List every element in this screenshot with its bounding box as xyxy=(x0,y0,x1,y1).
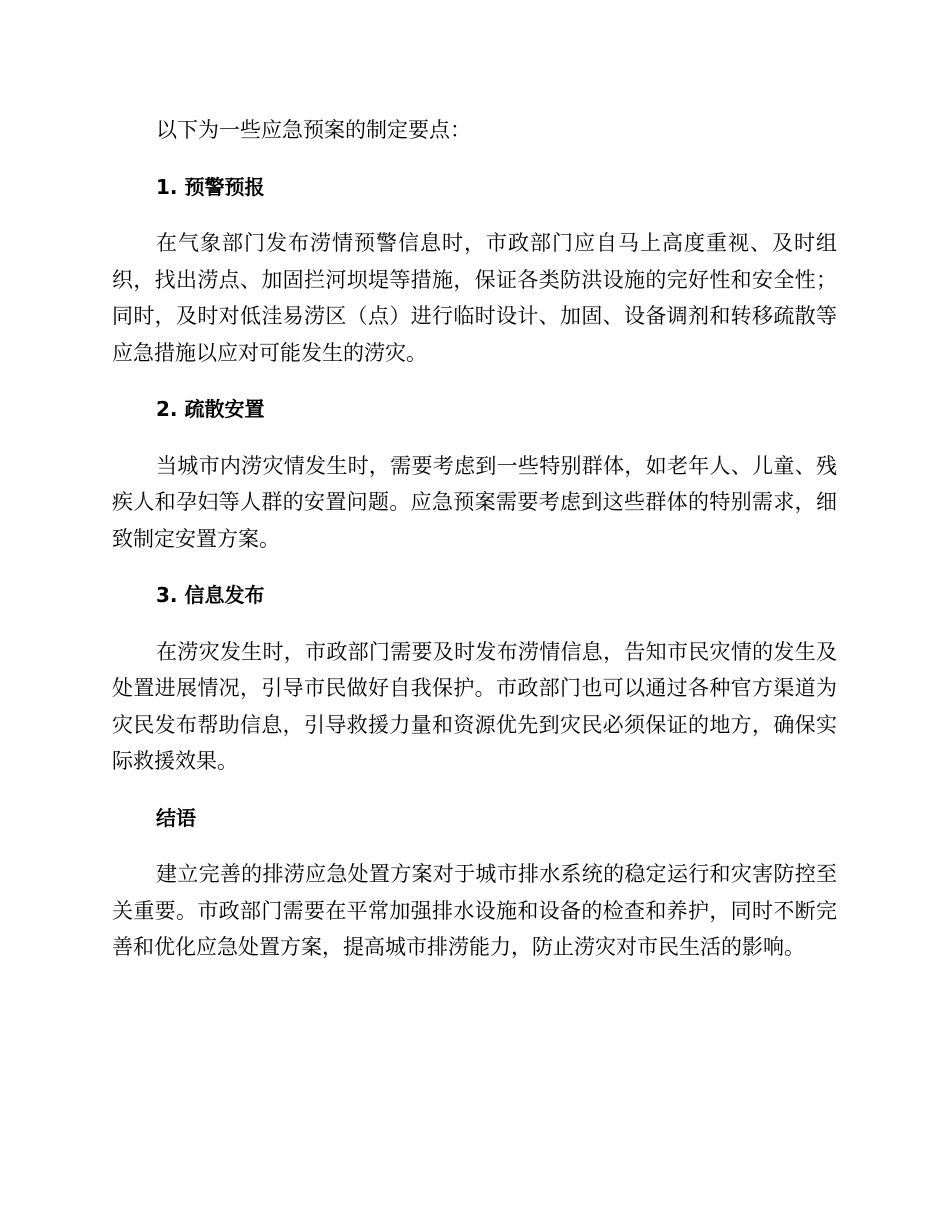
section-heading-conclusion: 结语 xyxy=(156,805,196,830)
section-heading-evacuation: 2. 疏散安置 xyxy=(156,397,265,421)
section-body-information: 在涝灾发生时，市政部门需要及时发布涝情信息，告知市民灾情的发生及处置进展情况，引导市民做好自我保护。市政部门也可以通过各种官方渠道为灾民发布帮助信息，引导救援力量和资源优先到灾民必须保证的地方，确保实际救援效果。 xyxy=(112,639,837,773)
section-body-evacuation: 当城市内涝灾情发生时，需要考虑到一些特别群体，如老年人、儿童、残疾人和孕妇等人群的安置问题。应急预案需要考虑到这些群体的特别需求，细致制定安置方案。 xyxy=(112,453,837,551)
section-body-conclusion: 建立完善的排涝应急处置方案对于城市排水系统的稳定运行和灾害防控至关重要。市政部门需要在平常加强排水设施和设备的检查和养护，同时不断完善和优化应急处置方案，提高城市排涝能力，防止涝灾对市民生活的影响。 xyxy=(112,862,837,959)
section-heading-warning: 1. 预警预报 xyxy=(156,174,265,199)
document-page xyxy=(112,112,837,986)
section-body-warning: 在气象部门发布涝情预警信息时，市政部门应自马上高度重视、及时组织，找出涝点、加固拦河坝堤等措施，保证各类防洪设施的完好性和安全性； 同时，及时对低洼易涝区（点）进行临时设计、加固、设备调剂和转移疏散等应急措施以应对可能发生的涝灾。 xyxy=(112,231,837,365)
section-heading-information: 3. 信息发布 xyxy=(156,583,265,607)
intro-paragraph: 以下为一些应急预案的制定要点： xyxy=(156,118,471,142)
